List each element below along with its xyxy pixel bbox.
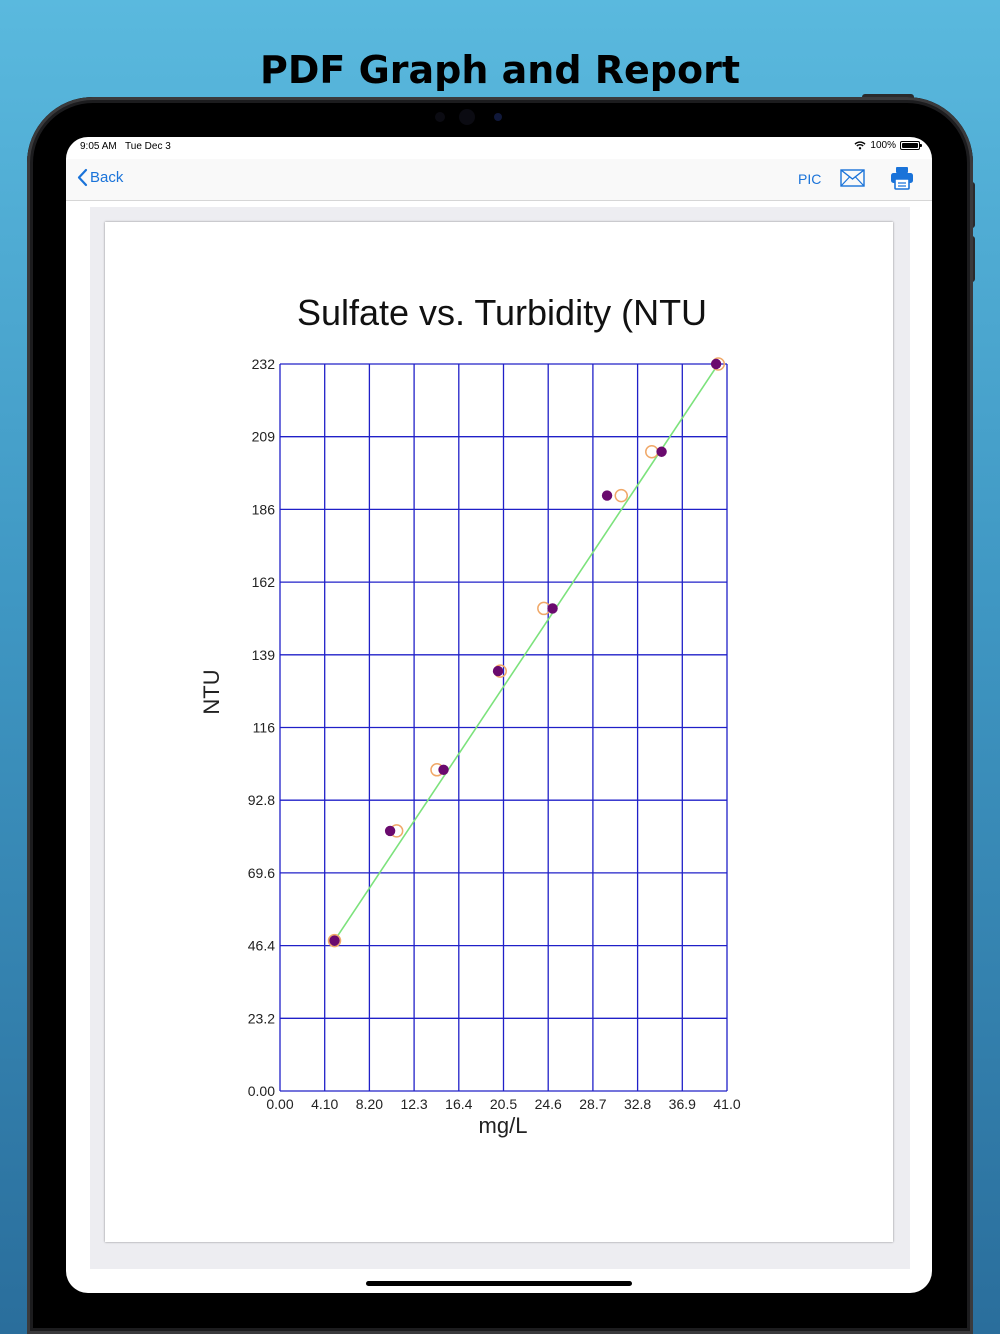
x-tick-label: 12.3 [400, 1096, 428, 1112]
back-label: Back [90, 169, 124, 186]
status-right [854, 140, 920, 151]
y-tick-label: 92.8 [247, 792, 275, 809]
y-axis-label: NTU [199, 669, 224, 715]
back-button[interactable] [76, 168, 123, 187]
battery-level [902, 143, 918, 148]
data-point [438, 765, 448, 775]
x-tick-label: 16.4 [445, 1096, 473, 1112]
pic-button[interactable]: PIC [798, 171, 822, 187]
status-bar [66, 137, 932, 159]
x-tick-label: 20.5 [489, 1096, 518, 1112]
data-point [711, 359, 721, 369]
x-tick-label: 4.10 [311, 1096, 339, 1112]
y-tick-label: 116 [252, 719, 275, 736]
status-date: Tue Dec 3 [125, 141, 171, 152]
sensor-dot [494, 113, 502, 121]
chevron-left-icon [76, 168, 88, 187]
x-tick-label: 24.6 [534, 1096, 562, 1112]
camera-lens [459, 109, 475, 125]
envelope-icon[interactable] [840, 169, 865, 187]
status-clock: 9:05 AM [80, 141, 117, 152]
y-tick-label: 46.4 [247, 937, 275, 954]
fitted-point [615, 490, 627, 502]
wifi-icon [854, 141, 866, 150]
printer-icon[interactable] [890, 166, 914, 190]
y-tick-label: 209 [251, 428, 275, 445]
nav-bar [66, 159, 932, 201]
pdf-page [105, 222, 893, 1242]
data-point [329, 935, 339, 945]
data-point [493, 666, 503, 676]
x-tick-label: 32.8 [623, 1096, 652, 1112]
x-tick-label: 41.0 [713, 1096, 741, 1112]
chart-title: Sulfate vs. Turbidity (NTU [296, 292, 708, 333]
camera-dot [435, 112, 445, 122]
x-tick-label: 8.20 [355, 1096, 384, 1112]
home-indicator[interactable] [366, 1281, 632, 1286]
y-tick-label: 162 [251, 574, 275, 591]
data-point [547, 603, 557, 613]
x-tick-label: 28.7 [579, 1096, 607, 1112]
x-tick-label: 0.00 [266, 1096, 294, 1112]
y-tick-label: 69.6 [247, 864, 275, 881]
battery-percent: 100% [870, 140, 896, 151]
fitted-point [646, 446, 658, 458]
x-tick-label: 36.9 [668, 1096, 696, 1112]
y-tick-label: 23.2 [247, 1010, 275, 1027]
battery-icon [900, 141, 920, 150]
screen [66, 137, 932, 1293]
y-tick-label: 232 [251, 356, 275, 372]
x-axis-label: mg/L [478, 1113, 528, 1138]
pdf-viewer[interactable] [90, 207, 910, 1269]
y-tick-label: 139 [251, 646, 275, 663]
status-time [80, 141, 171, 152]
scatter-chart [105, 222, 893, 1242]
data-point [656, 447, 666, 457]
data-point [602, 490, 612, 500]
data-point [385, 826, 395, 836]
headline: PDF Graph and Report [259, 48, 740, 92]
y-tick-label: 186 [251, 501, 275, 518]
y-tick-label: 0.00 [247, 1083, 275, 1099]
